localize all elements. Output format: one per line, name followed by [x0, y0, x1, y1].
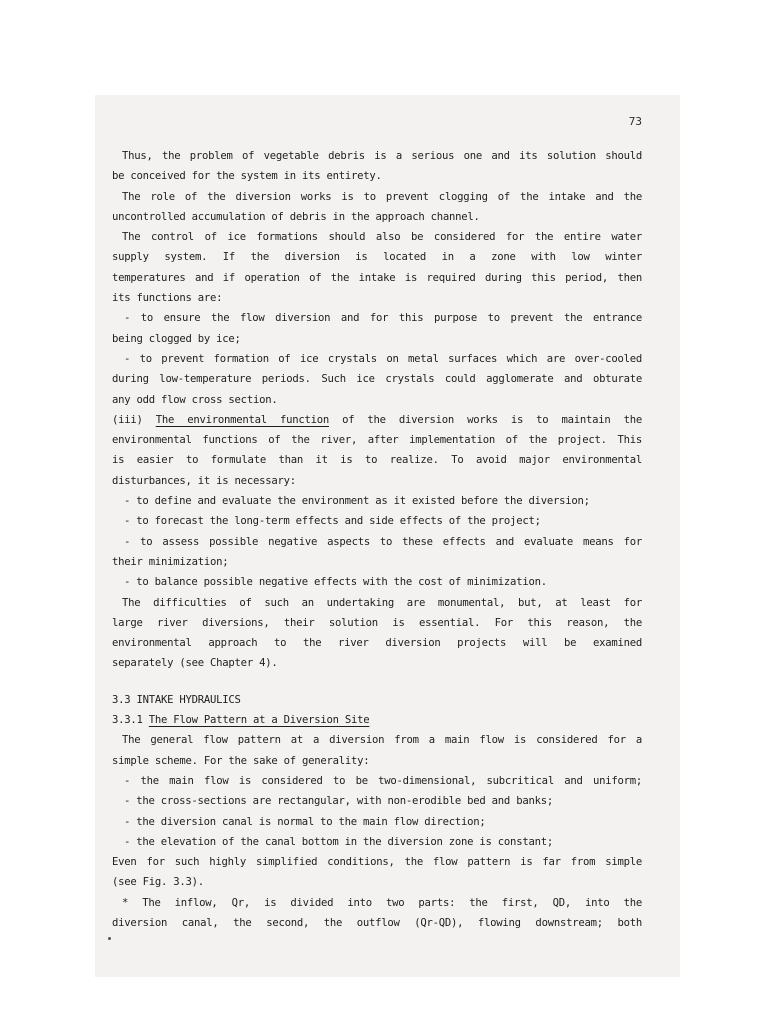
- scan-speck: [108, 937, 111, 940]
- text-line: environmental approach to the river diversion projects will be examined: [112, 637, 642, 650]
- list-item: - the elevation of the canal bottom in the diversion zone is constant;: [124, 835, 553, 848]
- text-line: uncontrolled accumulation of debris in the approach channel.: [112, 210, 480, 223]
- list-item: - to assess possible negative aspects to these effects and evaluate means for: [124, 535, 642, 548]
- underlined-term: The environmental function: [155, 413, 329, 426]
- list-item: - the main flow is considered to be two-dimensional, subcritical and uniform;: [124, 774, 642, 787]
- text-line: (see Fig. 3.3).: [112, 876, 204, 889]
- list-item: - to balance possible negative effects with the cost of minimization.: [124, 576, 547, 589]
- text-line: simple scheme. For the sake of generality:: [112, 754, 370, 767]
- function-line: [112, 410, 642, 430]
- text-line: The control of ice formations should also be considered for the entire water: [122, 231, 642, 244]
- text-line: being clogged by ice;: [112, 332, 241, 345]
- section-heading: 3.3 INTAKE HYDRAULICS: [112, 693, 241, 706]
- text-line: Thus, the problem of vegetable debris is a serious one and its solution should: [122, 150, 642, 162]
- text-line: its functions are:: [112, 292, 223, 305]
- text-line: * The inflow, Qr, is divided into two parts: the first, QD, into the: [122, 896, 642, 909]
- text-line: their minimization;: [112, 555, 229, 568]
- text-line: is easier to formulate than it is to realize. To avoid major environmental: [112, 454, 642, 467]
- list-item: - the diversion canal is normal to the main flow direction;: [124, 815, 486, 828]
- text-line: Even for such highly simplified conditions, the flow pattern is far from simple: [112, 856, 642, 869]
- list-item: - to prevent formation of ice crystals on metal surfaces which are over-cooled: [124, 352, 642, 365]
- text-line: The difficulties of such an undertaking are monumental, but, at least for: [122, 596, 642, 609]
- list-item: - to forecast the long-term effects and side effects of the project;: [124, 515, 541, 528]
- text-line: temperatures and if operation of the intake is required during this period, then: [112, 271, 642, 284]
- page-number: 73: [628, 115, 642, 128]
- text-line: The general flow pattern at a diversion from a main flow is considered for a: [122, 734, 642, 747]
- subsection-heading: [112, 710, 642, 730]
- text-line: supply system. If the diversion is located in a zone with low winter: [112, 251, 642, 264]
- text-line: large river diversions, their solution is essential. For this reason, the: [112, 616, 642, 629]
- document-page: [95, 95, 680, 977]
- text-line: during low-temperature periods. Such ice crystals could agglomerate and obturate: [112, 373, 642, 386]
- text-line: environmental functions of the river, after implementation of the project. This: [112, 434, 642, 447]
- text-line: separately (see Chapter 4).: [112, 657, 278, 670]
- list-item: - to ensure the flow diversion and for this purpose to prevent the entrance: [124, 312, 642, 325]
- subsection-number: 3.3.1: [112, 714, 143, 727]
- text-line: The role of the diversion works is to prevent clogging of the intake and the: [122, 190, 642, 203]
- text-line: be conceived for the system in its entirety.: [112, 170, 382, 183]
- list-item: - to define and evaluate the environment as it existed before the diversion;: [124, 495, 590, 508]
- body-text: [112, 146, 642, 933]
- text-line: any odd flow cross section.: [112, 393, 278, 406]
- item-numeral: (iii): [112, 413, 143, 426]
- subsection-title: The Flow Pattern at a Diversion Site: [148, 714, 370, 727]
- list-item: - the cross-sections are rectangular, with non-erodible bed and banks;: [124, 795, 553, 808]
- line-rest: of the diversion works is to maintain the: [342, 413, 643, 426]
- text-line: diversion canal, the second, the outflow (Qr-QD), flowing downstream; both: [112, 916, 642, 929]
- text-line: disturbances, it is necessary:: [112, 474, 296, 487]
